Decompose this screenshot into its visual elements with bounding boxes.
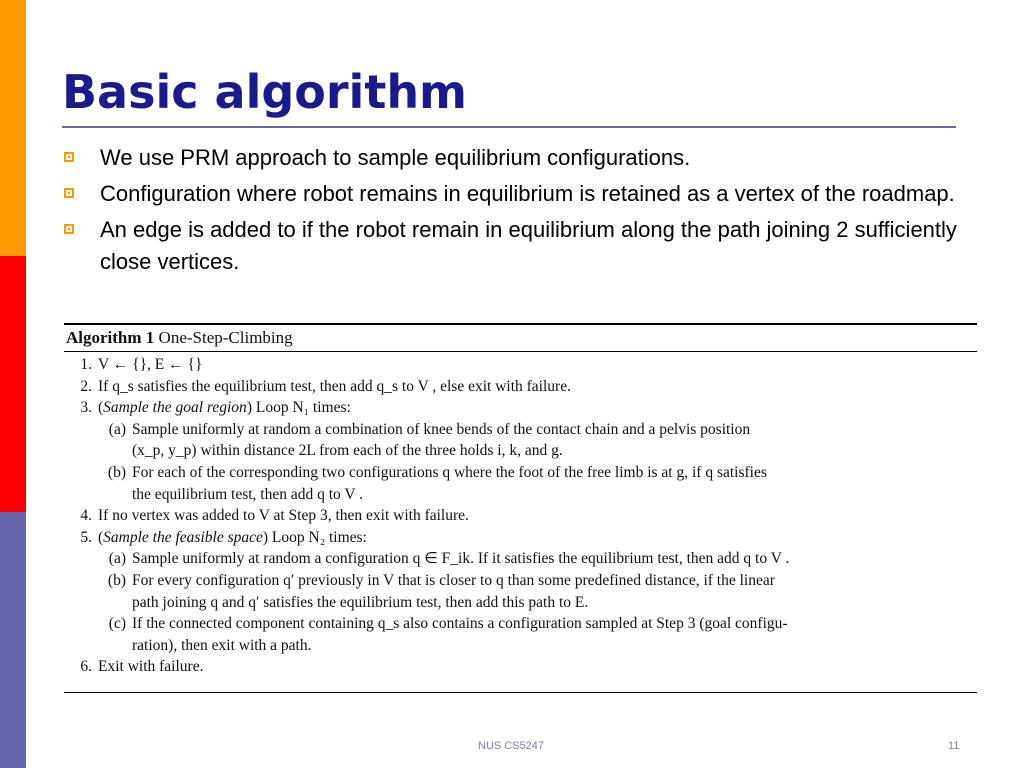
substep-text: the equilibrium test, then add q to V . <box>132 485 364 503</box>
bullet-item <box>62 142 962 174</box>
step-number: 1. <box>80 356 92 373</box>
algorithm-header <box>64 325 977 351</box>
algorithm-substep-continuation <box>64 484 977 506</box>
step-number: 4. <box>80 507 92 525</box>
substep-text: Sample uniformly at random a configuration q ∈ F_ik. If it satisfies the equilibrium test, then add q to V . <box>132 550 790 568</box>
sidebar-band-blue <box>0 512 26 768</box>
bullet-text: Configuration where robot remains in equilibrium is retained as a vertex of the roadmap. <box>100 181 955 206</box>
step-text: V ← {}, E ← {} <box>98 356 203 373</box>
square-bullet-icon <box>64 224 74 234</box>
substep-number: (b) <box>107 463 126 481</box>
bullet-text: An edge is added to if the robot remain in equilibrium along the path joining 2 sufficiently close vertices. <box>100 217 957 274</box>
step-number: 3. <box>80 399 92 417</box>
step-text-italic: Sample the goal region <box>103 399 247 417</box>
substep-text: Sample uniformly at random a combination of knee bends of the contact chain and a pelvis position <box>132 420 751 438</box>
algorithm-step <box>64 527 977 549</box>
algorithm-substep <box>64 462 977 484</box>
step-number: 6. <box>80 658 92 676</box>
substep-text: path joining q and q′ satisfies the equilibrium test, then add this path to E. <box>132 593 589 611</box>
algorithm-substep <box>64 613 977 635</box>
algorithm-step <box>64 505 977 527</box>
substep-number: (a) <box>108 550 126 568</box>
substep-text: For each of the corresponding two configurations q where the foot of the free limb is at g, if q satisfies <box>132 463 767 481</box>
sidebar-stripe <box>0 0 26 768</box>
algorithm-box <box>64 323 977 693</box>
bullet-list <box>62 142 962 282</box>
step-text: Exit with failure. <box>98 658 204 676</box>
algorithm-label: Algorithm 1 <box>66 328 155 347</box>
step-text-rest: ) Loop N₁ times: <box>246 399 351 417</box>
algorithm-substep <box>64 570 977 592</box>
step-text: If no vertex was added to V at Step 3, then exit with failure. <box>98 507 469 525</box>
algorithm-substep <box>64 419 977 441</box>
step-text-open: ( <box>98 399 104 417</box>
step-number: 2. <box>80 377 92 395</box>
substep-number: (a) <box>108 420 126 438</box>
square-bullet-icon <box>64 152 74 162</box>
algorithm-steps <box>64 352 977 692</box>
algorithm-step <box>64 397 977 419</box>
slide-title: Basic algorithm <box>62 65 467 119</box>
substep-text: If the connected component containing q_s also contains a configuration sampled at Step 3 (goal configu- <box>132 615 788 633</box>
algorithm-substep <box>64 548 977 570</box>
substep-number: (b) <box>107 571 126 589</box>
square-bullet-icon <box>64 188 74 198</box>
bullet-item <box>62 178 962 210</box>
bullet-text: We use PRM approach to sample equilibrium configurations. <box>100 145 691 170</box>
algorithm-substep-continuation <box>64 440 977 462</box>
algorithm-name: One-Step-Climbing <box>158 328 293 347</box>
step-number: 5. <box>80 528 92 546</box>
algorithm-step <box>64 656 977 678</box>
step-text-open: ( <box>98 528 104 546</box>
substep-text: For every configuration q′ previously in V that is closer to q than some predefined distance, if the linear <box>132 571 775 589</box>
algorithm-step <box>64 354 977 376</box>
algorithm-step <box>64 376 977 398</box>
sidebar-band-orange <box>0 0 26 256</box>
step-text-italic: Sample the feasible space <box>103 528 263 546</box>
algorithm-substep-continuation <box>64 635 977 657</box>
step-text-rest: ) Loop N₂ times: <box>262 528 367 546</box>
footer-page-number: 11 <box>948 740 960 752</box>
substep-text: ration), then exit with a path. <box>132 636 312 654</box>
footer-course: NUS CS5247 <box>478 740 545 752</box>
bullet-item <box>62 214 962 278</box>
title-underline <box>62 126 956 128</box>
step-text: If q_s satisfies the equilibrium test, then add q_s to V , else exit with failure. <box>98 377 571 395</box>
algorithm-substep-continuation <box>64 592 977 614</box>
substep-number: (c) <box>108 615 126 633</box>
sidebar-band-red <box>0 256 26 512</box>
substep-text: (x_p, y_p) within distance 2L from each of the three holds i, k, and g. <box>132 442 563 460</box>
algorithm-bottom-rule <box>64 692 977 693</box>
